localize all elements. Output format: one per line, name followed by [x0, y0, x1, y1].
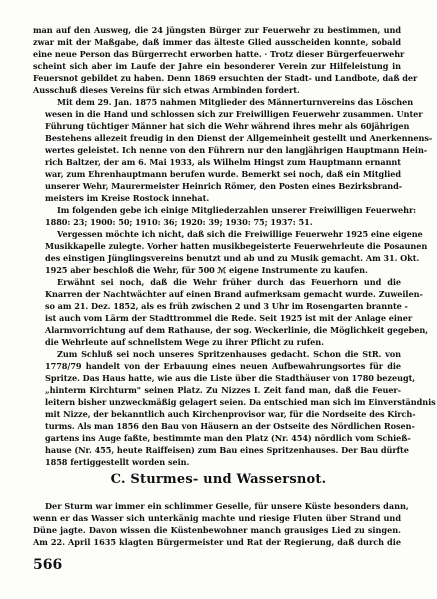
text-line: 1880: 23; 1900: 50; 1910: 36; 1920: 39; 1930: 75; 1937: 51. [45, 217, 313, 227]
text-line: unserer Wehr, Maurermeister Heinrich Römer, den Posten eines Bezirksbrand- [45, 181, 403, 191]
text-line: Erwähnt sei noch, daß die Wehr früher durch das Feuerhorn und die [57, 277, 401, 287]
text-line: Spritze. Das Haus hatte, wie aus die Liste über die Stadthäuser von 1780 bezeugt, [45, 373, 416, 383]
text-line: Knarren der Nachtwächter auf einen Brand aufmerksam gemacht wurde. Zuweilen- [45, 289, 423, 299]
text-line: wesen in die Hand und schlossen sich zur Freiwilligen Feuerwehr zusammen. Unter [45, 109, 423, 119]
text-line: man auf den Ausweg, die 24 jüngsten Bürger zur Feuerwehr zu bestimmen, und [33, 25, 401, 35]
paragraph-4 [33, 228, 428, 276]
text-line: scheint sich aber im Laufe der Jahre ein besonderer Verein zur Hilfeleistung in [33, 61, 401, 71]
page-number: 566 [33, 557, 63, 573]
text-line: Zum Schluß sei noch unseres Spritzenhauses gedacht. Schon die StR. von [57, 349, 401, 359]
text-line: meisters im Kreise Rostock innehat. [45, 193, 210, 203]
text-line: gartens ins Auge faßte, bestimmte man den Platz (Nr. 454) nördlich vom Schieß- [45, 433, 411, 443]
paragraph-5 [33, 276, 428, 348]
paragraph-3 [33, 204, 417, 228]
text-line: Am 22. April 1635 klagten Bürgermeister und Rat der Regierung, daß durch die [33, 537, 401, 547]
section-heading: C. Sturmes- und Wassersnot. [110, 472, 327, 487]
text-line: 1858 fertiggestellt worden sein. [45, 457, 190, 467]
text-line: rich Baltzer, der am 6. Mai 1933, als Wilhelm Hingst zum Hauptmann ernannt [45, 157, 401, 167]
text-line: Vergessen möchte ich nicht, daß sich die Freiwillige Feuerwehr 1925 eine eigene [57, 229, 423, 239]
text-line: wenn er das Wasser sich unterkänig machte und riesige Fluten über Strand und [33, 513, 401, 523]
text-line: „hinterm Kirchturm" seinen Platz. Zu Nizzes I. Zeit fand man, daß die Feuer- [45, 385, 401, 395]
text-line: Im folgenden gebe ich einige Mitgliederzahlen unserer Freiwilligen Feuerwehr: [57, 205, 417, 215]
section-c-text [33, 500, 409, 548]
paragraph-2 [33, 96, 433, 204]
text-line: Mit dem 29. Jan. 1875 nahmen Mitglieder des Männerturnvereins das Löschen [57, 97, 414, 107]
text-line: ist auch vom Lärm der Stadttrommel die Rede. Seit 1925 ist mit der Anlage einer [45, 313, 413, 323]
text-line: wertes geleistet. Ich nenne von den Führern nur den langjährigen Hauptmann Hein- [45, 145, 428, 155]
text-line: zwar mit der Maßgabe, daß immer das älteste Glied ausscheiden konnte, sobald [33, 37, 401, 47]
text-line: leitern bisher unzweckmäßig gelagert seien. Da entschied man sich im Einverständnis [45, 397, 436, 407]
text-line: 1778/79 handelt von der Erbauung eines neuen Aufbewahrungsortes für die [45, 361, 401, 371]
text-line: Bestehens allezeit freudig in den Dienst der Allgemeinheit gestellt und Anerkennens- [45, 133, 433, 143]
text-line: Führung tüchtiger Männer hat sich die Wehr während ihres mehr als 60jährigen [45, 121, 410, 131]
paragraph-1 [33, 24, 418, 96]
text-line: war, zum Ehrenhauptmann berufen wurde. Bemerkt sei noch, daß ein Mitglied [45, 169, 401, 179]
text-line: Der Sturm war immer ein schlimmer Geselle, für unsere Küste besonders dann, [45, 501, 409, 511]
text-line: hause (Nr. 455, heute Raiffeisen) zum Bau eines Spritzenhauses. Der Bau dürfte [45, 445, 409, 455]
text-line: turms. Als man 1856 den Bau von Häusern an der Ostseite des Nördlichen Rosen- [45, 421, 415, 431]
text-line: Ausschuß dieses Vereins für sich etwas Armbinden fordert. [33, 85, 300, 95]
text-line: Düne jagte. Davon wissen die Küstenbewohner manch grausiges Lied zu singen. [33, 525, 401, 535]
text-line: Musikkapelle zulegte. Vorher hatten musikbegeisterte Feuerwehrleute die Posaunen [45, 241, 428, 251]
text-line: des einstigen Jünglingsvereins benutzt und ab und zu Musik gemacht. Am 31. Okt. [45, 253, 420, 263]
main-text [33, 24, 436, 468]
paragraph-6 [33, 348, 436, 468]
text-line: Feuersnot gebildet zu haben. Denn 1869 ersuchten der Stadt- und Landbote, daß der [33, 73, 418, 83]
text-line: mit Nizze, der bekanntlich auch Kirchenprovisor war, für die Nordseite des Kirch- [45, 409, 416, 419]
text-line: Alarmvorrichtung auf dem Rathause, der sog. Weckerlinie, die Möglichkeit gegeben, [45, 325, 428, 335]
text-line: die Wehrleute auf schnellstem Wege zu ihrer Pflicht zu rufen. [45, 337, 324, 347]
text-line: so am 21. Dez. 1852, als es früh zwischen 2 und 3 Uhr im Rosengarten brannte - [45, 301, 408, 311]
text-line: eine neue Person das Bürgerrecht erworben hatte. · Trotz dieser Bürgerfeuerwehr [33, 49, 405, 59]
text-line: 1925 aber beschloß die Wehr, für 500 ℳ eigene Instrumente zu kaufen. [45, 265, 368, 275]
